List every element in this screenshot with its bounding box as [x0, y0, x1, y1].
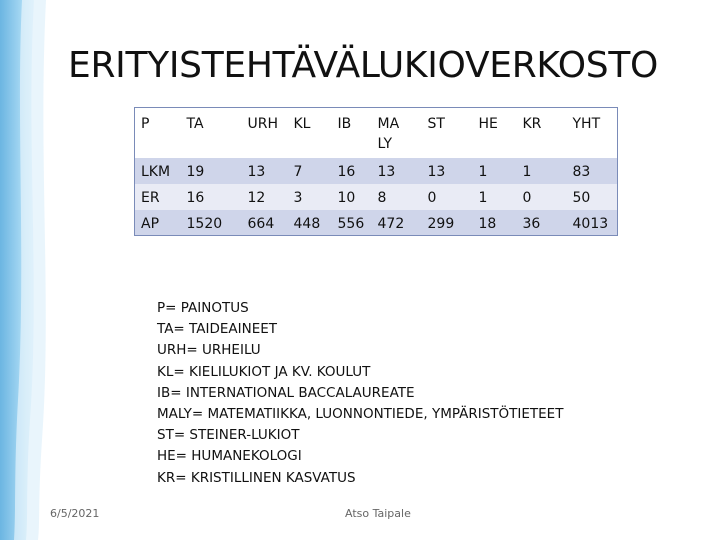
table-header-cell: KR — [517, 108, 567, 158]
table-cell: 0 — [422, 184, 473, 210]
table-cell: 1 — [517, 158, 567, 184]
table-row — [135, 210, 618, 236]
table-cell: 8 — [372, 184, 422, 210]
table-cell: 4013 — [567, 210, 618, 236]
table-row — [135, 158, 618, 184]
table-row-label: AP — [135, 210, 181, 236]
footer-author: Atso Taipale — [345, 507, 411, 520]
table-cell: 36 — [517, 210, 567, 236]
table-cell: 556 — [332, 210, 372, 236]
table-row-label: ER — [135, 184, 181, 210]
table-cell: 50 — [567, 184, 618, 210]
table-cell: 13 — [242, 158, 288, 184]
table-header-row — [135, 108, 618, 158]
table-header-cell: IB — [332, 108, 372, 158]
table-cell: 16 — [181, 184, 242, 210]
table-cell: 13 — [422, 158, 473, 184]
legend-item: HE= HUMANEKOLOGI — [157, 448, 302, 465]
background-swoosh-decoration — [0, 0, 60, 540]
legend-item: P= PAINOTUS — [157, 300, 249, 316]
slide-title: ERITYISTEHTÄVÄLUKIOVERKOSTO — [68, 45, 659, 86]
legend-item: KR= KRISTILLINEN KASVATUS — [157, 469, 356, 486]
table-cell: 664 — [242, 210, 288, 236]
table-header-cell: TA — [181, 108, 242, 158]
table-header-cell: KL — [288, 108, 332, 158]
table-cell: 18 — [473, 210, 517, 236]
table-cell: 448 — [288, 210, 332, 236]
table-cell: 1 — [473, 184, 517, 210]
table-cell: 12 — [242, 184, 288, 210]
legend-item: MALY= MATEMATIIKKA, LUONNONTIEDE, YMPÄRISTÖTIETEET — [157, 405, 564, 422]
legend-item: IB= INTERNATIONAL BACCALAUREATE — [157, 384, 415, 401]
legend-item: ST= STEINER-LUKIOT — [157, 427, 300, 444]
legend-item: URH= URHEILU — [157, 342, 261, 359]
table-cell: 1520 — [181, 210, 242, 236]
table-cell: 3 — [288, 184, 332, 210]
table-cell: 16 — [332, 158, 372, 184]
legend-item: TA= TAIDEAINEET — [157, 321, 277, 338]
table-cell: 13 — [372, 158, 422, 184]
abbreviation-legend — [157, 298, 677, 489]
footer-date: 6/5/2021 — [50, 507, 100, 520]
table-cell: 19 — [181, 158, 242, 184]
table-cell: 83 — [567, 158, 618, 184]
table-row-label: LKM — [135, 158, 181, 184]
table-cell: 299 — [422, 210, 473, 236]
table-header-cell: P — [135, 108, 181, 158]
table-row — [135, 184, 618, 210]
legend-item: KL= KIELILUKIOT JA KV. KOULUT — [157, 363, 371, 380]
table-header-cell: HE — [473, 108, 517, 158]
table-header-cell: YHT — [567, 108, 618, 158]
table-cell: 472 — [372, 210, 422, 236]
table-cell: 10 — [332, 184, 372, 210]
table-cell: 1 — [473, 158, 517, 184]
table-header-cell: MA LY — [372, 108, 422, 158]
table-header-cell: URH — [242, 108, 288, 158]
table-cell: 7 — [288, 158, 332, 184]
statistics-table — [134, 107, 618, 236]
table-cell: 0 — [517, 184, 567, 210]
table-header-cell: ST — [422, 108, 473, 158]
